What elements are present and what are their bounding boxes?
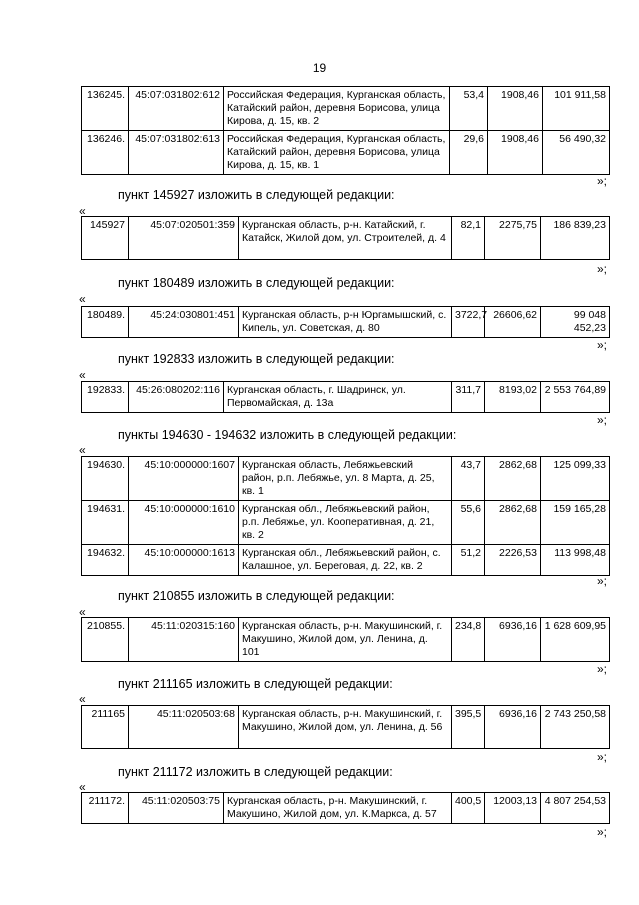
address: Курганская область, р-н. Катайский, г. Катайск, Жилой дом, ул. Строителей, д. 4 [239,217,452,260]
registry-table [81,216,610,260]
cadastral-value: 2 553 764,89 [541,382,610,413]
rate: 6936,16 [485,618,541,662]
address: Курганская обл., Лебяжьевский район, с. Калашное, ул. Береговая, д. 22, кв. 2 [239,545,452,576]
paragraph-text: пункт 192833 изложить в следующей редакции: [118,352,395,366]
row-id: 211172. [82,793,129,824]
opening-quote: « [79,292,86,306]
closing-quote: »; [597,750,608,764]
closing-quote: »; [597,174,608,188]
opening-quote: « [79,204,86,218]
cadastral-value: 2 743 250,58 [541,706,610,749]
row-id: 145927 [82,217,129,260]
address: Курганская область, р-н. Макушинский, г. Макушино, Жилой дом, ул. К.Маркса, д. 57 [224,793,452,824]
cadastral-value: 101 911,58 [543,87,610,131]
area: 234,8 [452,618,485,662]
paragraph-text: пункт 211172 изложить в следующей редакции: [118,765,393,779]
table-row [82,457,610,501]
cadastral-number: 45:07:020501:359 [129,217,239,260]
cadastral-value: 1 628 609,95 [541,618,610,662]
area: 53,4 [450,87,488,131]
area: 311,7 [452,382,485,413]
closing-quote: »; [597,825,608,839]
opening-quote: « [79,692,86,706]
cadastral-value: 99 048 452,23 [541,307,610,338]
cadastral-value: 56 490,32 [543,131,610,175]
area: 43,7 [452,457,485,501]
cadastral-number: 45:10:000000:1613 [129,545,239,576]
cadastral-number: 45:10:000000:1607 [129,457,239,501]
row-id: 180489. [82,307,129,338]
table-row [82,545,610,576]
opening-quote: « [79,368,86,382]
table-row [82,307,610,338]
address: Курганская область, р-н. Макушинский, г. Макушино, Жилой дом, ул. Ленина, д. 56 [239,706,452,749]
opening-quote: « [79,780,86,794]
area: 400,5 [452,793,485,824]
registry-table [81,705,610,749]
closing-quote: »; [597,338,608,352]
row-id: 136246. [82,131,129,175]
page-number: 19 [312,61,327,75]
registry-table [81,86,610,175]
paragraph-text: пункты 194630 - 194632 изложить в следующей редакции: [118,428,457,442]
cadastral-number: 45:07:031802:612 [129,87,224,131]
row-id: 210855. [82,618,129,662]
rate: 2862,68 [485,457,541,501]
rate: 2862,68 [485,501,541,545]
address: Курганская область, р-н Юргамышский, с. Кипель, ул. Советская, д. 80 [239,307,452,338]
table-row [82,131,610,175]
paragraph-text: пункт 145927 изложить в следующей редакции: [118,188,395,202]
registry-table [81,617,610,662]
table-row [82,501,610,545]
row-id: 192833. [82,382,129,413]
paragraph-text: пункт 211165 изложить в следующей редакции: [118,677,393,691]
row-id: 194632. [82,545,129,576]
address: Курганская область, г. Шадринск, ул. Первомайская, д. 13а [224,382,452,413]
cadastral-number: 45:11:020315:160 [129,618,239,662]
address: Курганская обл., Лебяжьевский район, р.п. Лебяжье, ул. Кооперативная, д. 21, кв. 2 [239,501,452,545]
table-row [82,382,610,413]
cadastral-number: 45:24:030801:451 [129,307,239,338]
cadastral-number: 45:07:031802:613 [129,131,224,175]
cadastral-number: 45:10:000000:1610 [129,501,239,545]
rate: 8193,02 [485,382,541,413]
area: 55,6 [452,501,485,545]
registry-table [81,456,610,576]
area: 3722,7 [452,307,485,338]
area: 82,1 [452,217,485,260]
row-id: 194631. [82,501,129,545]
rate: 1908,46 [488,131,543,175]
row-id: 194630. [82,457,129,501]
cadastral-value: 186 839,23 [541,217,610,260]
row-id: 211165 [82,706,129,749]
cadastral-value: 125 099,33 [541,457,610,501]
registry-table [81,792,610,824]
closing-quote: »; [597,662,608,676]
address: Российская Федерация, Курганская область, Катайский район, деревня Борисова, улица Кирова, д. 15, кв. 1 [224,131,450,175]
cadastral-number: 45:11:020503:68 [129,706,239,749]
paragraph-text: пункт 180489 изложить в следующей редакции: [118,276,395,290]
closing-quote: »; [597,574,608,588]
area: 51,2 [452,545,485,576]
address: Курганская область, Лебяжьевский район, р.п. Лебяжье, ул. 8 Марта, д. 25, кв. 1 [239,457,452,501]
rate: 1908,46 [488,87,543,131]
table-row [82,217,610,260]
table-row [82,793,610,824]
opening-quote: « [79,443,86,457]
closing-quote: »; [597,413,608,427]
address: Российская Федерация, Курганская область, Катайский район, деревня Борисова, улица Кирова, д. 15, кв. 2 [224,87,450,131]
registry-table [81,306,610,338]
cadastral-value: 113 998,48 [541,545,610,576]
rate: 26606,62 [485,307,541,338]
area: 395,5 [452,706,485,749]
rate: 2275,75 [485,217,541,260]
table-row [82,87,610,131]
area: 29,6 [450,131,488,175]
table-row [82,706,610,749]
cadastral-value: 4 807 254,53 [541,793,610,824]
rate: 6936,16 [485,706,541,749]
paragraph-text: пункт 210855 изложить в следующей редакции: [118,589,395,603]
registry-table [81,381,610,413]
closing-quote: »; [597,262,608,276]
row-id: 136245. [82,87,129,131]
cadastral-number: 45:11:020503:75 [129,793,224,824]
table-row [82,618,610,662]
address: Курганская область, р-н. Макушинский, г. Макушино, Жилой дом, ул. Ленина, д. 101 [239,618,452,662]
cadastral-value: 159 165,28 [541,501,610,545]
rate: 2226,53 [485,545,541,576]
cadastral-number: 45:26:080202:116 [129,382,224,413]
rate: 12003,13 [485,793,541,824]
opening-quote: « [79,605,86,619]
